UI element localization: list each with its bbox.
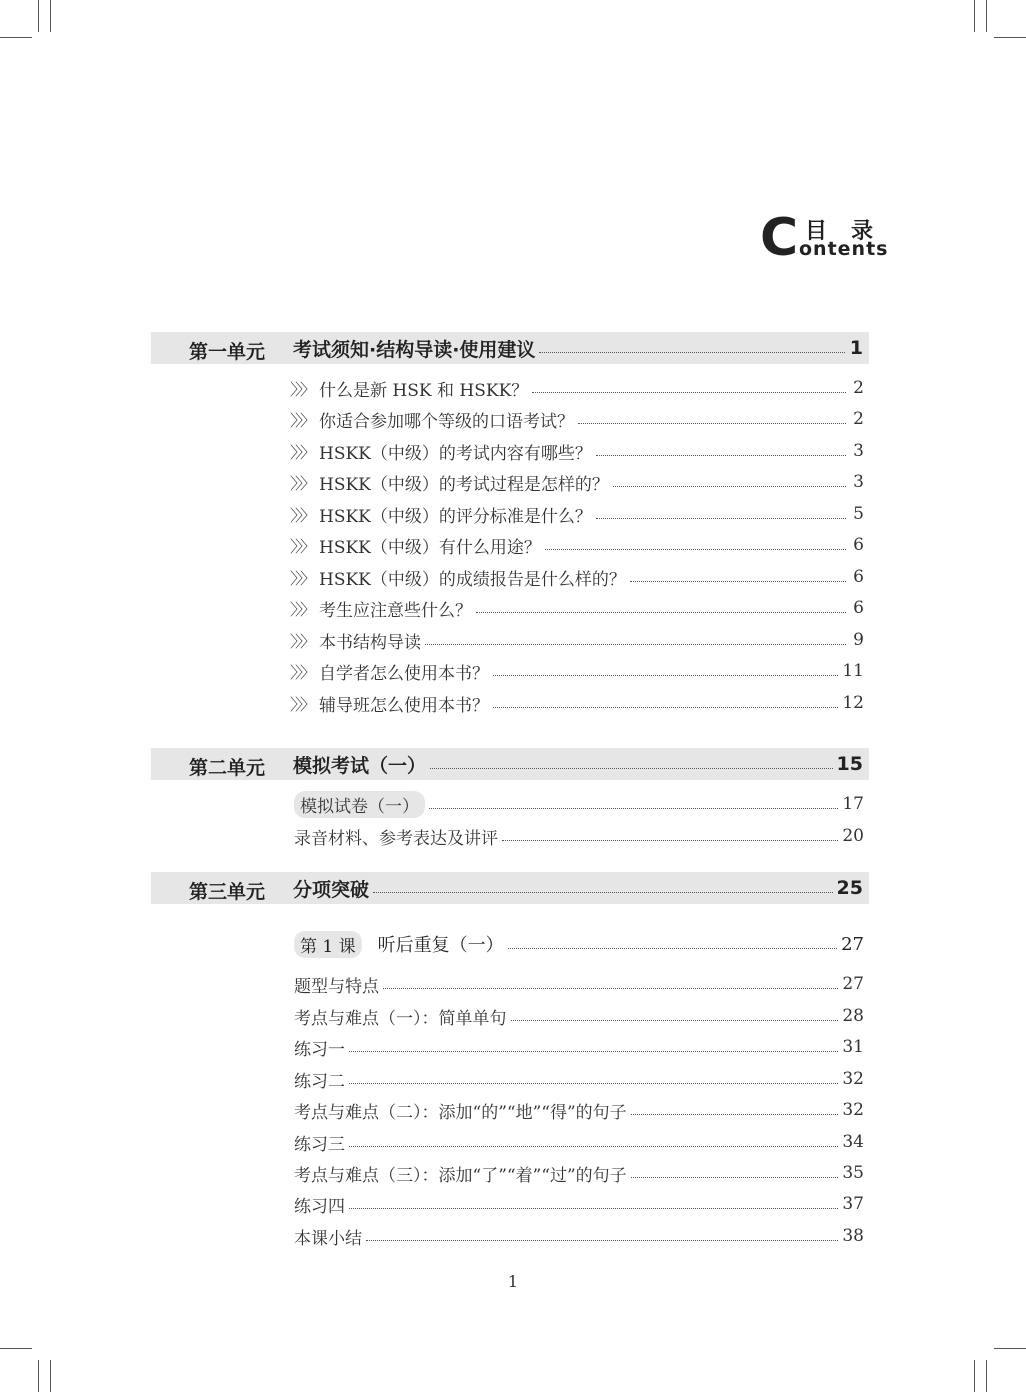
crop-mark	[974, 0, 975, 32]
toc-entry[interactable]: 录音材料、参考表达及讲评 20	[294, 826, 864, 849]
unit-title-row[interactable]	[293, 872, 863, 904]
unit-number: 第二单元	[189, 757, 266, 779]
test-paper-tag: 模拟试卷（一）	[294, 791, 425, 818]
crop-mark	[0, 37, 32, 38]
unit-title: 模拟考试（一）	[293, 754, 427, 777]
toc-entry[interactable]: 练习二 32	[294, 1069, 864, 1092]
toc-entry[interactable]: 本课小结 38	[294, 1226, 864, 1249]
contents-title-cn: 目录	[805, 219, 898, 244]
toc-entry[interactable]: 练习三 34	[294, 1132, 864, 1155]
lesson-title: 听后重复（一）	[377, 935, 504, 956]
contents-letter-c: C	[760, 208, 799, 268]
triple-chevron-icon: 〉〉〉	[290, 631, 314, 651]
unit-number: 第三单元	[189, 881, 266, 903]
crop-mark	[994, 1348, 1026, 1349]
toc-entry[interactable]: 题型与特点 27	[294, 974, 864, 997]
unit-title-row[interactable]	[293, 748, 863, 780]
lesson-page: 27	[841, 933, 864, 955]
unit-title: 分项突破	[293, 878, 370, 901]
toc-entry[interactable]: 考点与难点（一）：简单单句 28	[294, 1006, 864, 1029]
crop-mark	[50, 0, 51, 32]
triple-chevron-icon: 〉〉〉	[290, 505, 314, 525]
unit-number: 第一单元	[189, 341, 266, 363]
toc-entry[interactable]: 〉〉〉 HSKK（中级）的考试内容有哪些？ 3	[290, 441, 864, 464]
triple-chevron-icon: 〉〉〉	[290, 568, 314, 588]
leader-dots	[539, 352, 845, 353]
crop-mark	[994, 37, 1026, 38]
lesson-tag: 第 1 课	[294, 931, 362, 958]
toc-entry[interactable]: 考点与难点（三）：添加“了”“着”“过”的句子 35	[294, 1163, 864, 1186]
toc-entry[interactable]: 〉〉〉 辅导班怎么使用本书？ 12	[290, 693, 864, 716]
toc-entry[interactable]: 〉〉〉 自学者怎么使用本书？ 11	[290, 661, 864, 684]
crop-mark	[986, 0, 987, 32]
leader-dots	[430, 768, 833, 769]
toc-entry[interactable]: 〉〉〉 HSKK（中级）的考试过程是怎样的？ 3	[290, 472, 864, 495]
triple-chevron-icon: 〉〉〉	[290, 662, 314, 682]
unit-page: 15	[836, 753, 863, 775]
triple-chevron-icon: 〉〉〉	[290, 599, 314, 619]
contents-title-en: ontents	[799, 238, 889, 260]
triple-chevron-icon: 〉〉〉	[290, 410, 314, 430]
toc-entry[interactable]: 〉〉〉 什么是新 HSK 和 HSKK？ 2	[290, 378, 864, 401]
toc-entry[interactable]: 〉〉〉 本书结构导读 9	[290, 630, 864, 653]
triple-chevron-icon: 〉〉〉	[290, 442, 314, 462]
triple-chevron-icon: 〉〉〉	[290, 694, 314, 714]
unit-page: 25	[836, 877, 863, 899]
crop-mark	[0, 1348, 32, 1349]
unit-title-row[interactable]	[293, 332, 863, 364]
triple-chevron-icon: 〉〉〉	[290, 536, 314, 556]
toc-entry[interactable]: 〉〉〉 HSKK（中级）的评分标准是什么？ 5	[290, 504, 864, 527]
toc-entry[interactable]: 考点与难点（二）：添加“的”“地”“得”的句子 32	[294, 1100, 864, 1123]
toc-entry[interactable]: 练习一 31	[294, 1037, 864, 1060]
toc-entry[interactable]: 〉〉〉 你适合参加哪个等级的口语考试？ 2	[290, 409, 864, 432]
crop-mark	[38, 0, 39, 32]
leader-dots	[373, 892, 833, 893]
unit-page: 1	[849, 337, 863, 359]
crop-mark	[974, 1360, 975, 1392]
toc-entry[interactable]: 〉〉〉 HSKK（中级）有什么用途？ 6	[290, 535, 864, 558]
toc-entry[interactable]: 〉〉〉 考生应注意些什么？ 6	[290, 598, 864, 621]
crop-mark	[986, 1360, 987, 1392]
toc-entry[interactable]: 模拟试卷（一） 17	[294, 790, 864, 818]
triple-chevron-icon: 〉〉〉	[290, 379, 314, 399]
toc-entry[interactable]: 练习四 37	[294, 1194, 864, 1217]
crop-mark	[50, 1360, 51, 1392]
triple-chevron-icon: 〉〉〉	[290, 473, 314, 493]
toc-entry[interactable]: 〉〉〉 HSKK（中级）的成绩报告是什么样的？ 6	[290, 567, 864, 590]
unit-title: 考试须知·结构导读·使用建议	[293, 338, 536, 361]
crop-mark	[38, 1360, 39, 1392]
lesson-row[interactable]	[294, 929, 864, 959]
page-number: 1	[507, 1272, 519, 1291]
